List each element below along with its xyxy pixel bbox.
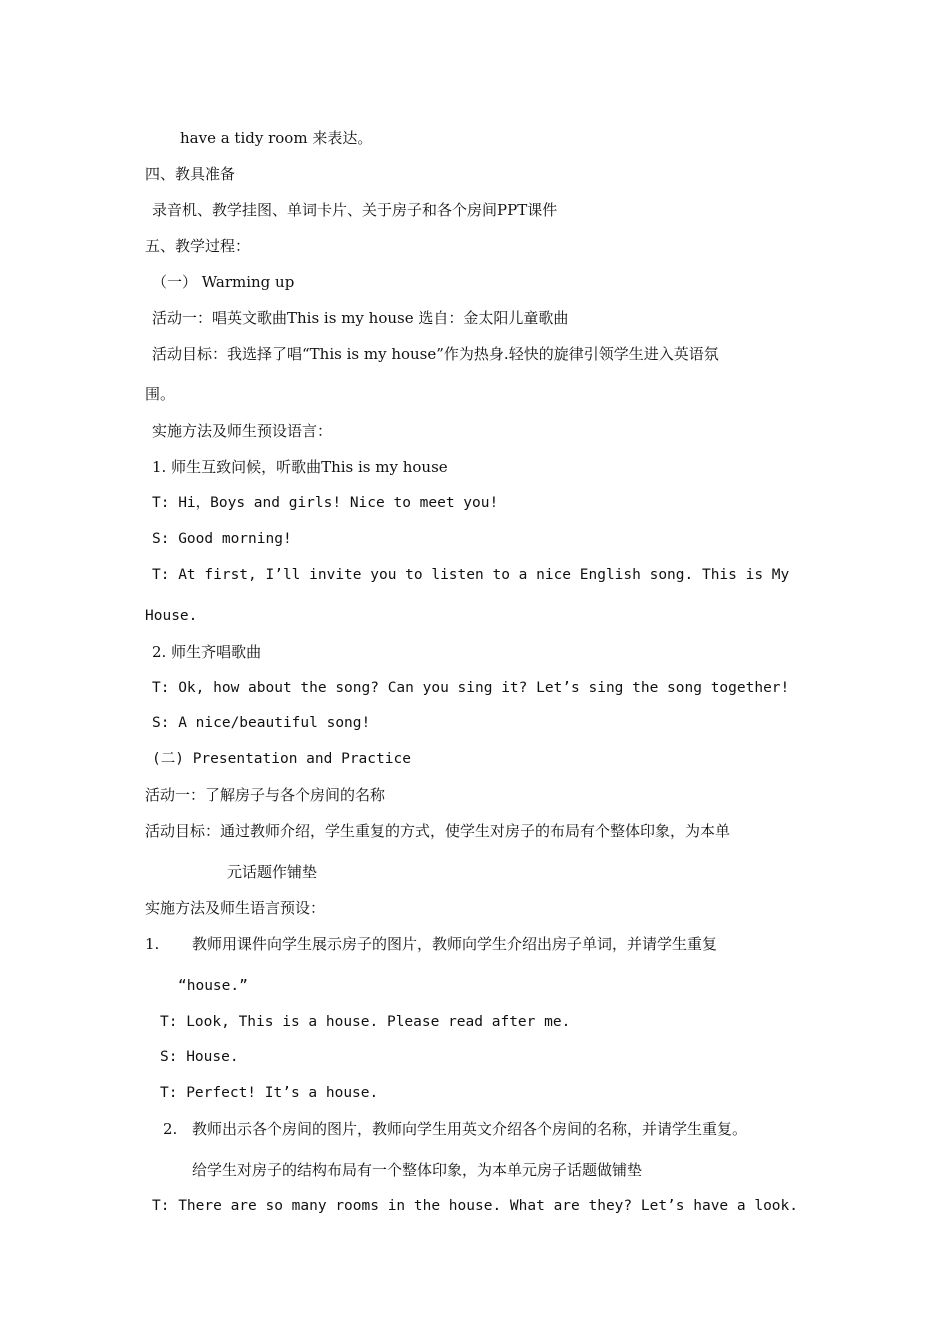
section-heading: 四、教具准备: [145, 165, 236, 183]
dialogue-line: T: At first, I’ll invite you to listen to a nice English song. This is My: [152, 567, 790, 583]
text-line: “house.”: [178, 978, 248, 994]
text-line: 1. 师生互致问候，听歌曲This is my house: [152, 458, 448, 476]
section-heading: 五、教学过程：: [145, 237, 251, 255]
list-number: 1.: [145, 935, 160, 953]
text-line: 实施方法及师生预设语言：: [152, 422, 333, 440]
text-line: 实施方法及师生语言预设：: [145, 899, 326, 917]
text-line: 给学生对房子的结构布局有一个整体印象，为本单元房子话题做铺垫: [192, 1161, 643, 1179]
dialogue-line: T: There are so many rooms in the house. What are they? Let’s have a look.: [152, 1198, 799, 1214]
dialogue-line: T: Ok, how about the song? Can you sing it? Let’s sing the song together!: [152, 680, 790, 696]
dialogue-line: House.: [145, 608, 198, 624]
dialogue-line: T: Perfect! It’s a house.: [160, 1085, 379, 1101]
text-line: 活动一：了解房子与各个房间的名称: [145, 786, 386, 804]
dialogue-line: S: Good morning!: [152, 531, 292, 547]
text-line: 元话题作铺垫: [227, 863, 318, 881]
text-line: 围。: [145, 385, 176, 403]
text-line: 活动一：唱英文歌曲This is my house 选自：金太阳儿童歌曲: [152, 309, 569, 327]
text-line: 教师出示各个房间的图片，教师向学生用英文介绍各个房间的名称，并请学生重复。: [192, 1120, 748, 1138]
text-line: 教师用课件向学生展示房子的图片，教师向学生介绍出房子单词，并请学生重复: [192, 935, 718, 953]
list-number: 2.: [163, 1120, 178, 1138]
text-line: 录音机、教学挂图、单词卡片、关于房子和各个房间PPT课件: [152, 201, 558, 219]
dialogue-line: S: House.: [160, 1049, 239, 1065]
text-line: have a tidy room 来表达。: [180, 129, 373, 147]
dialogue-line: T: Look, This is a house. Please read after me.: [160, 1014, 571, 1030]
text-line: 活动目标：我选择了唱“This is my house”作为热身.轻快的旋律引领学生进入英语氛: [152, 345, 719, 363]
text-line: 2. 师生齐唱歌曲: [152, 643, 262, 661]
subsection-heading: （一） Warming up: [152, 273, 295, 291]
text-line: 活动目标：通过教师介绍，学生重复的方式，使学生对房子的布局有个整体印象，为本单: [145, 822, 731, 840]
dialogue-line: S: A nice/beautiful song!: [152, 715, 371, 731]
dialogue-line: T: Hi，Boys and girls! Nice to meet you!: [152, 495, 499, 511]
subsection-heading: (二) Presentation and Practice: [152, 751, 411, 767]
